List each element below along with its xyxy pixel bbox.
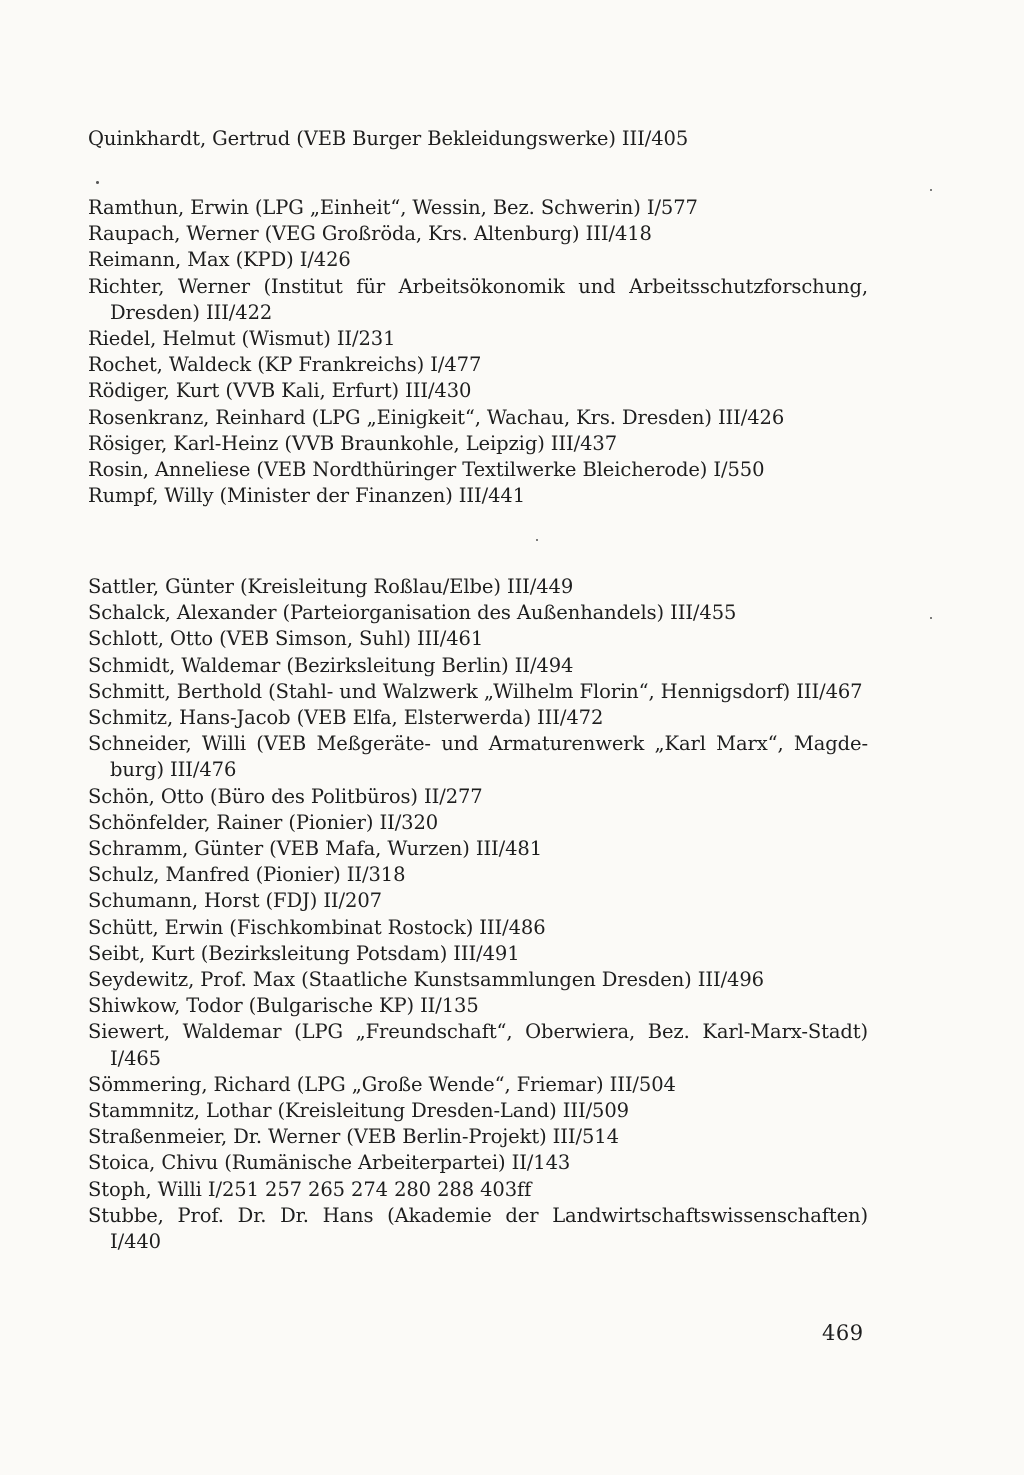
index-entry <box>88 915 868 941</box>
index-entry-line: Schmitz, Hans-Jacob (VEB Elfa, Elsterwerda) III/472 <box>88 706 604 730</box>
index-entry <box>88 967 868 993</box>
index-entry <box>88 1098 868 1124</box>
index-entry <box>88 457 868 483</box>
index-entry-line: Schneider, Willi (VEB Meßgeräte- und Armaturenwerk „Karl Marx“, Magde- <box>88 732 868 756</box>
index-section-s <box>88 574 868 1255</box>
index-entry-continuation: I/440 <box>110 1230 161 1254</box>
index-entry <box>88 378 868 404</box>
index-entry <box>88 1203 868 1255</box>
index-entry <box>88 574 868 600</box>
index-entry-line: Rödiger, Kurt (VVB Kali, Erfurt) III/430 <box>88 379 472 403</box>
index-entry-line: Rosenkranz, Reinhard (LPG „Einigkeit“, Wachau, Krs. Dresden) III/426 <box>88 405 785 429</box>
index-entry <box>88 274 868 326</box>
index-entry-line: Schalck, Alexander (Parteiorganisation des Außenhandels) III/455 <box>88 601 737 625</box>
index-entry <box>88 1072 868 1098</box>
index-entry <box>88 326 868 352</box>
index-entry <box>88 810 868 836</box>
index-entry-line: Straßenmeier, Dr. Werner (VEB Berlin-Projekt) III/514 <box>88 1125 619 1149</box>
index-entry <box>88 483 868 509</box>
index-entry-line: Schmitt, Berthold (Stahl- und Walzwerk „Wilhelm Florin“, Hennigsdorf) III/467 <box>88 679 863 703</box>
index-entry-line: Seibt, Kurt (Bezirksleitung Potsdam) III/491 <box>88 941 520 965</box>
page-number: 469 <box>822 1321 864 1345</box>
index-entry-line: Stoph, Willi I/251 257 265 274 280 288 403ff <box>88 1177 532 1201</box>
index-entry-line: Stoica, Chivu (Rumänische Arbeiterpartei) II/143 <box>88 1151 571 1175</box>
index-entry-line: Ramthun, Erwin (LPG „Einheit“, Wessin, Bez. Schwerin) I/577 <box>88 196 698 219</box>
index-entry-line: Stammnitz, Lothar (Kreisleitung Dresden-Land) III/509 <box>88 1099 629 1123</box>
index-entry-line: Rösiger, Karl-Heinz (VVB Braunkohle, Leipzig) III/437 <box>88 431 618 455</box>
print-speck <box>930 189 932 191</box>
index-entry <box>88 862 868 888</box>
index-entry-line: Schlott, Otto (VEB Simson, Suhl) III/461 <box>88 627 484 651</box>
index-entry-line: Seydewitz, Prof. Max (Staatliche Kunstsammlungen Dresden) III/496 <box>88 968 764 992</box>
index-section-r <box>88 195 868 509</box>
print-speck <box>536 539 538 541</box>
index-entry-continuation: burg) III/476 <box>110 758 237 782</box>
index-entry-line: Schulz, Manfred (Pionier) II/318 <box>88 863 406 887</box>
index-entry <box>88 1019 868 1071</box>
index-entry <box>88 352 868 378</box>
index-entry-line: Stubbe, Prof. Dr. Dr. Hans (Akademie der Landwirtschaftswissenschaften) <box>88 1203 868 1227</box>
index-entry <box>88 1177 868 1203</box>
index-section-q <box>88 126 868 152</box>
index-entry-line: Shiwkow, Todor (Bulgarische KP) II/135 <box>88 994 479 1018</box>
index-entry-line: Rosin, Anneliese (VEB Nordthüringer Textilwerke Bleicherode) I/550 <box>88 458 765 482</box>
index-entry <box>88 247 868 273</box>
index-entry <box>88 1150 868 1176</box>
index-entry-line: Schmidt, Waldemar (Bezirksleitung Berlin) II/494 <box>88 653 574 677</box>
index-entry-line: Richter, Werner (Institut für Arbeitsökonomik und Arbeitsschutzforschung, <box>88 274 868 298</box>
index-entry-continuation: Dresden) III/422 <box>110 300 273 324</box>
index-entry-continuation: I/465 <box>110 1046 161 1070</box>
index-entry-line: Schön, Otto (Büro des Politbüros) II/277 <box>88 784 483 808</box>
index-entry <box>88 405 868 431</box>
index-entry <box>88 626 868 652</box>
index-entry-line: Sömmering, Richard (LPG „Große Wende“, Friemar) III/504 <box>88 1072 676 1096</box>
index-entry-line: Siewert, Waldemar (LPG „Freundschaft“, Oberwiera, Bez. Karl-Marx-Stadt) <box>88 1020 868 1044</box>
index-entry <box>88 993 868 1019</box>
index-entry-line: Reimann, Max (KPD) I/426 <box>88 248 351 272</box>
index-entry-line: Raupach, Werner (VEG Großröda, Krs. Altenburg) III/418 <box>88 222 652 246</box>
index-entry <box>88 784 868 810</box>
index-entry <box>88 941 868 967</box>
index-entry <box>88 600 868 626</box>
index-entry <box>88 705 868 731</box>
index-entry <box>88 731 868 783</box>
index-entry <box>88 1124 868 1150</box>
index-entry <box>88 431 868 457</box>
index-entry-line: Quinkhardt, Gertrud (VEB Burger Bekleidungswerke) III/405 <box>88 127 689 150</box>
index-entry <box>88 836 868 862</box>
index-entry-line: Rochet, Waldeck (KP Frankreichs) I/477 <box>88 353 482 377</box>
index-entry-line: Schumann, Horst (FDJ) II/207 <box>88 889 382 913</box>
index-entry-line: Sattler, Günter (Kreisleitung Roßlau/Elbe) III/449 <box>88 575 574 598</box>
index-entry <box>88 221 868 247</box>
print-speck <box>96 181 99 184</box>
index-entry <box>88 195 868 221</box>
index-entry <box>88 888 868 914</box>
index-entry-line: Rumpf, Willy (Minister der Finanzen) III/441 <box>88 484 525 508</box>
index-entry <box>88 679 868 705</box>
index-entry-line: Schönfelder, Rainer (Pionier) II/320 <box>88 810 439 834</box>
print-speck <box>930 617 932 619</box>
index-entry-line: Schütt, Erwin (Fischkombinat Rostock) III/486 <box>88 915 546 939</box>
index-entry-line: Schramm, Günter (VEB Mafa, Wurzen) III/481 <box>88 837 543 861</box>
index-entry <box>88 653 868 679</box>
index-entry <box>88 126 868 152</box>
index-entry-line: Riedel, Helmut (Wismut) II/231 <box>88 327 396 351</box>
